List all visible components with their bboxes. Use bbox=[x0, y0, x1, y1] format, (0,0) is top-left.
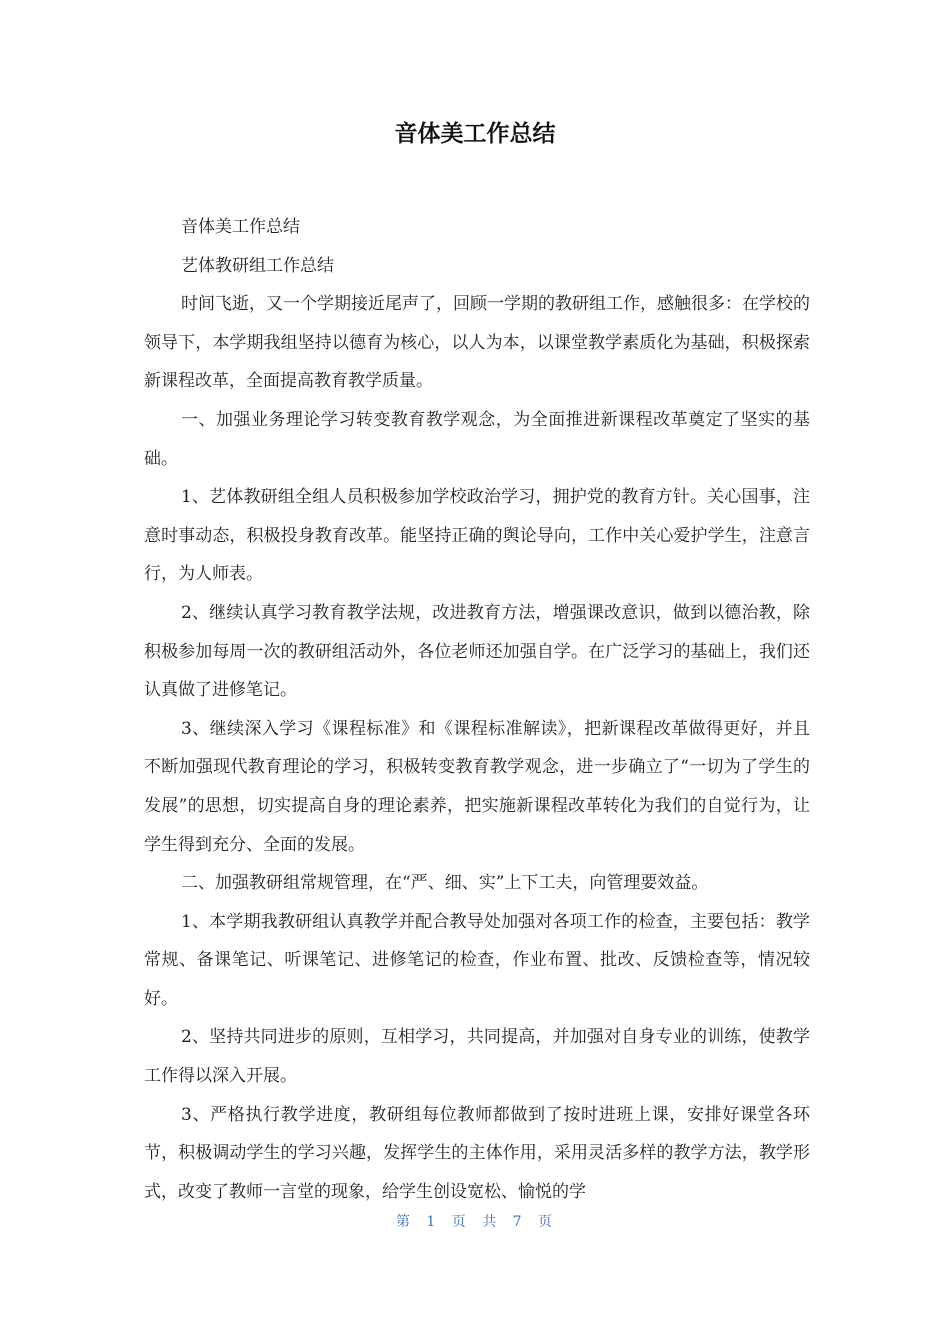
paragraph-2-3: 3、严格执行教学进度，教研组每位教师都做到了按时进班上课，安排好课堂各环节，积极调动学生的学习兴趣，发挥学生的主体作用，采用灵活多样的教学方法，教学形式，改变了教师一言堂的现象，给学生创设宽松、愉悦的学 bbox=[144, 1104, 810, 1202]
paragraph-1-2: 2、继续认真学习教育教学法规，改进教育方法，增强课改意识，做到以德治教，除积极参加每周一次的教研组活动外，各位老师还加强自学。在广泛学习的基础上，我们还认真做了进修笔记。 bbox=[144, 602, 810, 701]
paragraph-2-2: 2、坚持共同进步的原则，互相学习，共同提高，并加强对自身专业的训练，使教学工作得以深入开展。 bbox=[144, 1027, 810, 1087]
page-number-footer: 第 1 页 共 7 页 bbox=[395, 1214, 555, 1230]
document-body bbox=[144, 208, 810, 1211]
paragraph-group-title: 艺体教研组工作总结 bbox=[181, 255, 334, 276]
section-heading-1: 一、加强业务理论学习转变教育教学观念，为全面推进新课程改革奠定了坚实的基础。 bbox=[144, 409, 810, 469]
paragraph-1-3: 3、继续深入学习《课程标准》和《课程标准解读》，把新课程改革做得更好，并且不断加强现代教育理论的学习，积极转变教育教学观念，进一步确立了“一切为了学生的发展”的思想，切实提高自身的理论素养，把实施新课程改革转化为我们的自觉行为，让学生得到充分、全面的发展。 bbox=[144, 718, 810, 855]
document-title: 音体美工作总结 bbox=[394, 121, 556, 147]
paragraph-1-1: 1、艺体教研组全组人员积极参加学校政治学习，拥护党的教育方针。关心国事，注意时事动态，积极投身教育改革。能坚持正确的舆论导向，工作中关心爱护学生，注意言行，为人师表。 bbox=[144, 487, 810, 585]
paragraph-2-1: 1、本学期我教研组认真教学并配合教导处加强对各项工作的检查，主要包括：教学常规、备课笔记、听课笔记、进修笔记的检查，作业布置、批改、反馈检查等，情况较好。 bbox=[144, 911, 810, 1009]
paragraph-subtitle: 音体美工作总结 bbox=[181, 217, 300, 237]
section-heading-2: 二、加强教研组常规管理，在“严、细、实”上下工夫，向管理要效益。 bbox=[181, 873, 709, 894]
paragraph-intro: 时间飞逝，又一个学期接近尾声了，回顾一学期的教研组工作，感触很多：在学校的领导下，本学期我组坚持以德育为核心，以人为本，以课堂教学素质化为基础，积极探索新课程改革，全面提高教育教学质量。 bbox=[144, 294, 810, 392]
